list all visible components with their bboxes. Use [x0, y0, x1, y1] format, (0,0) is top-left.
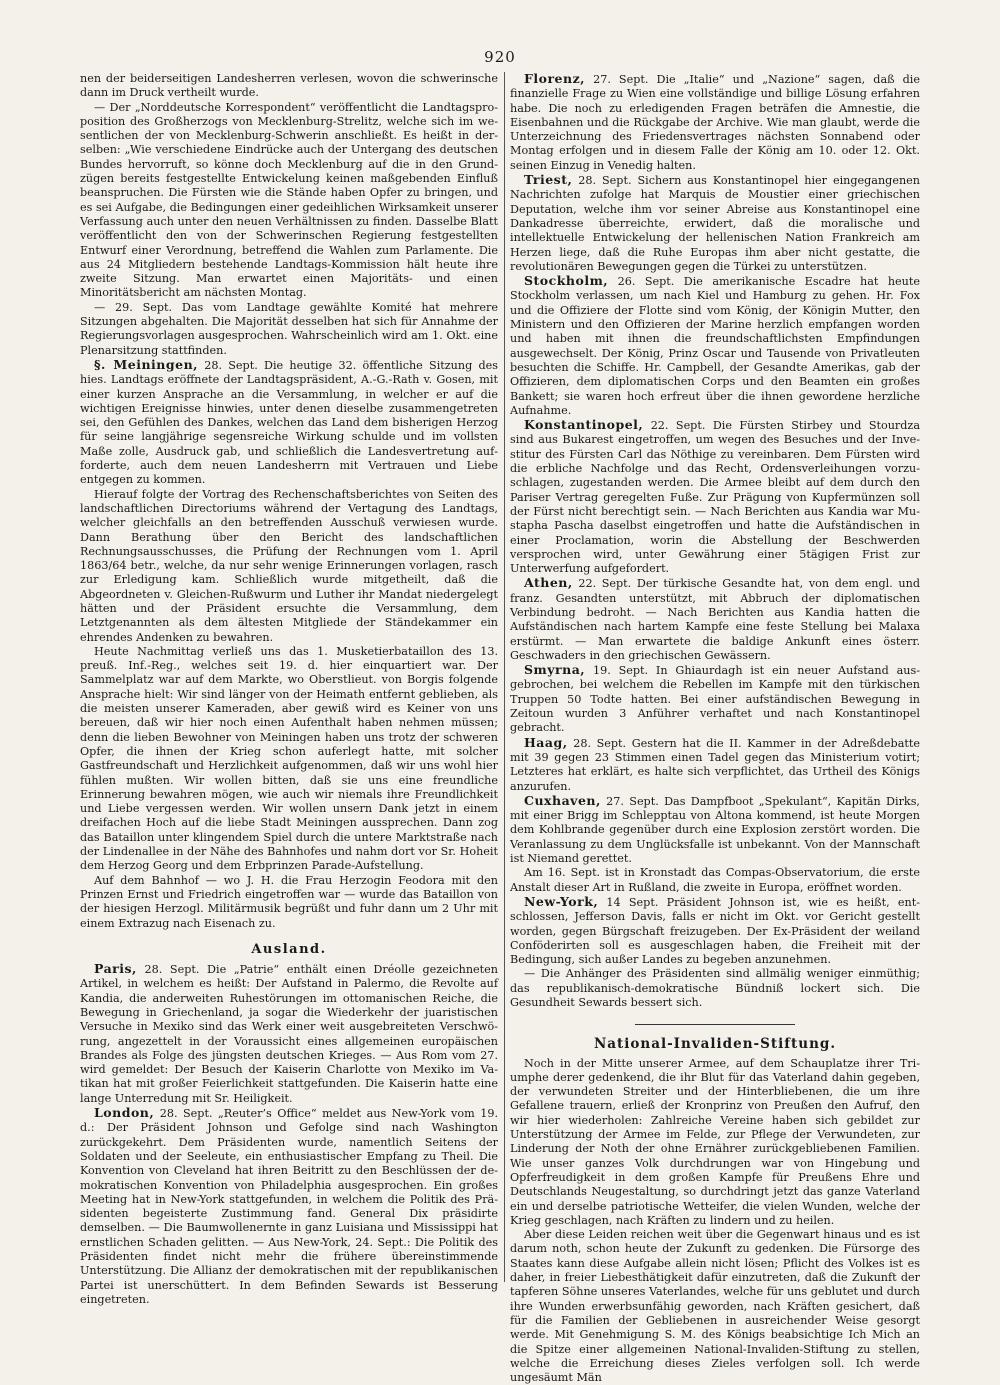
paragraph-text: 28. Sept. Sichern aus Konstantinopel hier eingegangenen Nachrichten zufolge hat Marquis de Moustier einer griechischen Deputation, welche ihm vor seiner Abreise aus Konstantinopel eine Dankadresse überreichte, erwidert, daß die moralische und intellektuelle Entwickelung der hellenischen Nation Frankreich am Herzen liege, daß die Ruhe Europas ihm aber nicht gestatte, die revolutionären Bewegungen gegen die Türkei zu unterstützen. [510, 174, 920, 273]
article-london [80, 1106, 498, 1307]
column-divider [504, 72, 505, 1282]
dateline-place: Paris, [94, 961, 137, 977]
paragraph-text: Heute Nachmittag verließ uns das 1. Musketierbataillon des 13. preuß. Inf.-Reg., welches seit 19. d. hier einquartiert war. Der Sammelplatz war auf dem Markte, wo Oberstlieut. von Borgis folgende Ansprache hielt: Wir sind länger von der Heimath entfernt geblieben, als die meisten unserer Kameraden, aber gewiß wird es Keiner von uns bereuen, daß wir hier noch einen Aufenthalt haben nehmen müssen; denn die lieben Bewohner von Meiningen haben uns trotz der schweren Opfer, die ihnen der Krieg schon auferlegt hatte, mit solcher Gastfreundschaft und Herzlichkeit aufgenommen, daß wir uns wohl hier fühlen mußten. Wir wollen bitten, daß sie uns eine freundliche Erinnerung bewahren mögen, wie auch wir niemals ihre Freundlichkeit und Liebe vergessen werden. Wir wollen unsern Dank jetzt in einem dreifachen Hoch auf die liebe Stadt Meiningen aussprechen. Dann zog das Bataillon unter klingendem Spiel durch die untere Marktstraße nach der Lindenallee in der Nähe des Bahnhofes und nahm dort vor Sr. Hoheit dem Herzog Georg und dem Erbprinzen Parade-Aufstellung. [80, 644, 498, 873]
paragraph [80, 874, 498, 931]
paragraph [510, 1228, 920, 1385]
paragraph [80, 72, 498, 101]
article-haag [510, 736, 920, 794]
section-heading-ausland: Ausland. [251, 941, 327, 957]
paragraph-text: Auf dem Bahnhof — wo J. H. die Frau Herzogin Feodora mit den Prinzen Ernst und Friedrich eingetroffen war — wurde das Bataillon von der hiesigen Herzogl. Militärmusik begrüßt und fuhr dann um 2 Uhr mit einem Extrazug nach Eisenach zu. [80, 873, 498, 930]
article-stockholm [510, 274, 920, 418]
dateline-place: Athen, [524, 575, 573, 591]
paragraph-text: 26. Sept. Die amerikanische Escadre hat heute Stockholm verlassen, um nach Kiel und Hamburg zu gehen. Hr. Fox und die Offiziere der Flotte sind vom König, der Königin Mutter, den Ministern und den Offizieren der Marine herzlich empfangen worden und haben mit ihnen die freundschaftlichsten Empfindungen ausgewechselt. Der König, Prinz Oscar und Tausende von Privatleuten besuchten die Schiffe. Hr. Campbell, der Gesandte Amerikas, gab der Offizieren, dem diplomatischen Corps und den Beamten ein großes Bankett; sie waren hoch erfreut über die ihnen gewordene herzliche Aufnahme. [510, 275, 920, 417]
paragraph-text: 28. Sept. Gestern hat die II. Kammer in der Adreßdebatte mit 39 gegen 23 Stimmen einen Tadel gegen das Ministerium votirt; Letzteres hat erklärt, es halte sich verpflichtet, das Urtheil des Königs anzurufen. [510, 736, 920, 793]
paragraph-text: — Die Anhänger des Präsidenten sind allmälig weniger einmüthig; das republikanisch-demokratische Bündniß lockert sich. Die Gesundheit Sewards bessert sich. [510, 967, 920, 1009]
paragraph-text: Noch in der Mitte unserer Armee, auf dem Schauplatze ihrer Triumphe derer gedenkend, die ihr Blut für das Vaterland dahin gegeben, der verwundeten Streiter und der Hinterbliebenen, die um ihre Gefallene trauern, erließ der Kronprinz von Preußen den Aufruf, den wir hier wiederholen: Zahlreiche Vereine haben sich gebildet zur Unterstützung der Armee im Felde, zur Pflege der Verwundeten, zur Linderung der Noth der ohne Ernährer zurückgebliebenen Familien. Wie unser ganzes Volk durchdrungen war von Hingebung und Opferfreudigkeit in dem großen Kampfe für Preußens Ehre und Deutschlands Neugestaltung, so durchdringt jetzt das ganze Vaterland ein und derselbe patriotische Wetteifer, die vielen Wunden, welche der Krieg geschlagen, nach Kräften zu lindern und zu heilen. [510, 1056, 920, 1227]
paragraph-text: — 29. Sept. Das vom Landtage gewählte Komité hat mehrere Sitzungen abgehalten. Die Majorität desselben hat sich für Annahme der Regierungsvorlagen ausgesprochen. Wahrscheinlich wird am 1. Okt. eine Plenarsitzung stattfinden. [80, 300, 498, 357]
paragraph-text: 22. Sept. Die Fürsten Stirbey und Stourdza sind aus Bukarest eingetroffen, um wegen des Besuches und der Investitur des Fürsten Carl das Nöthige zu vereinbaren. Dem Fürsten wird die erbliche Nachfolge und das Recht, Ordensverleihungen vorzuschlagen, zugestanden werden. Die Armee bleibt auf dem durch den Pariser Vertrag geregelten Fuße. Zur Prägung von Kupfermünzen soll der Fürst nicht berechtigt sein. — Nach Berichten aus Kandia war Mustapha Pascha daselbst eingetroffen und hatte die Aufständischen in einer Proclamation, worin die Abstellung der Beschwerden versprochen wird, unter Gewährung einer 5tägigen Frist zur Unterwerfung aufgefordert. [510, 419, 920, 576]
dateline-place: London, [94, 1105, 155, 1121]
paragraph [80, 101, 498, 301]
paragraph-text: 27. Sept. Die „Italie“ und „Nazione“ sagen, daß die finanzielle Frage zu Wien eine vollständige und billige Lösung erfahren habe. Die noch zu erledigenden Fragen beträfen die Amnestie, die Eisenbahnen und die Rückgabe der Archive. Wie man glaubt, werde die Unterzeichnung des Friedensvertrages nächsten Sonnabend oder Montag erfolgen und in diesem Falle der König am 10. oder 12. Okt. seinen Einzug in Venedig halten. [510, 73, 920, 172]
left-column [80, 72, 498, 1332]
right-column [510, 71, 920, 1385]
dateline-place: Smyrna, [524, 662, 586, 678]
paragraph-text: 28. Sept. Die heutige 32. öffentliche Sitzung des hies. Landtags eröffnete der Landtagspräsident, A.-G.-Rath v. Gosen, mit einer kurzen Ansprache an die Versammlung, in welcher er auf die wichtigen Ereignisse hinwies, unter denen dieselbe zusammengetreten sei, den Gefühlen des Dankes, welchen das Land dem bisherigen Herzog für seine langjährige segensreiche Wirkung schulde und im vollsten Maße zolle, Ausdruck gab, und schließlich die Landesvertretung aufforderte, auch dem neuen Landesherrn mit Vertrauen und Liebe entgegen zu kommen. [80, 358, 498, 487]
paragraph-text: — Der „Norddeutsche Korrespondent“ veröffentlicht die Landtagsproposition des Großherzogs von Mecklenburg-Strelitz, welche sich im wesentlichen der von Mecklenburg-Schwerin anschließt. Es heißt in derselben: „Wie verschiedene Eindrücke auch der Untergang des deutschen Bundes hervorruft, so könne doch Mecklenburg auf die in den Grundzügen bereits festgestellte Entwickelung keinen maßgebenden Einfluß beanspruchen. Die Fürsten wie die Stände haben Opfer zu bringen, und es sei Aufgabe, die Bedingungen einer gedeihlichen Wirksamkeit unserer Verfassung auch unter den neuen Verhältnissen zu finden. Dasselbe Blatt veröffentlicht den von der Schwerinschen Regierung festgestellten Entwurf einer Verordnung, betreffend die Wahlen zum Parlamente. Die aus 24 Mitgliedern bestehende Landtags-Kommission hält heute ihre zweite Sitzung. Man erwartet einen Majoritäts- und einen Minoritätsbericht am nächsten Montag. [80, 100, 498, 300]
paragraph-text: 27. Sept. Das Dampfboot „Spekulant“, Kapitän Dirks, mit einer Brigg im Schlepptau von Altona kommend, ist heute Morgen dem Kohlbrande gegenüber durch eine Explosion zerstört worden. Die Veranlassung zu dem Unglücksfalle ist unbekannt. Von der Mannschaft ist Niemand gerettet. [510, 794, 920, 866]
paragraph-text: 28. Sept. „Reuter’s Office“ meldet aus New-York vom 19. d.: Der Präsident Johnson und Gefolge sind nach Washington zurückgekehrt. Dem Präsidenten wurde, namentlich Seitens der Soldaten und der Seeleute, ein enthusiastischer Empfang zu Theil. Die Konvention von Cleveland hat ihren Beitritt zu den Beschlüssen der demokratischen Konvention von Philadelphia ausgesprochen. Ein großes Meeting hat in New-York stattgefunden, in welchem die Politik des Präsidenten begeisterte Zustimmung fand. General Dix präsidirte demselben. — Die Baumwollenernte in ganz Luisiana und Mississippi hat ernstlichen Schaden gelitten. — Aus New-York, 24. Sept.: Die Politik des Präsidenten findet nicht mehr die frühere übereinstimmende Unterstützung. Die Allianz der demokratischen mit der republikanischen Partei ist unerschüttert. In dem Befinden Sewards ist Besserung eingetreten. [80, 1107, 498, 1306]
article-konstantinopel [510, 418, 920, 576]
paragraph [510, 866, 920, 895]
article-meiningen [80, 358, 498, 488]
dateline-place: Konstantinopel, [524, 417, 644, 433]
paragraph-text: Am 16. Sept. ist in Kronstadt das Compas-Observatorium, die erste Anstalt dieser Art in Rußland, die zweite in Europa, eröffnet worden. [510, 866, 920, 894]
paragraph [80, 488, 498, 645]
dateline-place: §. Meiningen, [94, 356, 199, 372]
dateline-place: New-York, [524, 893, 599, 909]
article-florenz [510, 72, 920, 173]
article-smyrna [510, 663, 920, 735]
dateline-place: Cuxhaven, [524, 792, 601, 808]
paragraph-text: 14 Sept. Präsident Johnson ist, wie es heißt, entschlossen, Jefferson Davis, falls er nicht im Okt. vor Gericht gestellt worden, gegen Bürgschaft freizugeben. Der Ex-Präsident der weiland Conföderirten soll es ausgeschlagen haben, die Freiheit mit der Bedingung, sich außer Landes zu begeben anzunehmen. [510, 895, 920, 967]
article-paris [80, 962, 498, 1106]
paragraph [510, 1057, 920, 1229]
paragraph-text: 28. Sept. Die „Patrie“ enthält einen Dréolle gezeichneten Artikel, in welchem es heißt: Der Aufstand in Palermo, die Revolte auf Kandia, die anderweiten Ruhestörungen im ottomanischen Reiche, die Bewegung in Griechenland, ja sogar die Wiederkehr der juaristischen Versuche in Mexiko sind das Werk einer weit ausgebreiteten Verschwörung, angezettelt in der Voraussicht eines allgemeinen europäischen Brandes als Folge des jüngsten deutschen Krieges. — Aus Rom vom 27. wird gemeldet: Der Besuch der Kaiserin Charlotte von Mexiko im Vatikan hat mit großer Feierlichkeit stattgefunden. Die Kaiserin hatte eine lange Unterredung mit Sr. Heiligkeit. [80, 963, 498, 1105]
article-new-york [510, 895, 920, 967]
article-cuxhaven [510, 794, 920, 866]
dateline-place: Stockholm, [524, 273, 609, 289]
dateline-place: Triest, [524, 172, 573, 188]
paragraph-text: nen der beiderseitigen Landesherren verlesen, wovon die schwerinsche dann im Druck vertheilt wurde. [80, 72, 498, 100]
page-number: 920 [484, 48, 516, 66]
paragraph-text: Hierauf folgte der Vortrag des Rechenschaftsberichtes von Seiten des landschaftlichen Directoriums während der Vertagung des Landtags, welcher gleichfalls an den betreffenden Ausschuß verwiesen wurde. Dann Berathung über den Bericht des landschaftlichen Rechnungsausschusses, die Prüfung der Rechnungen vom 1. April 1863/64 betr., welche, da nur sehr wenige Erinnerungen vorlagen, rasch zur Erledigung kam. Schließlich wurde mitgetheilt, daß die Abgeordneten v. Gleichen-Rußwurm und Luther ihr Mandat niedergelegt hätten und der Präsident ersuchte die Versammlung, dem Letztgenannten als dem ältesten Mitgliede der Ständekammer ein ehrendes Andenken zu bewahren. [80, 487, 498, 644]
paragraph-text: Aber diese Leiden reichen weit über die Gegenwart hinaus und es ist darum noth, schon heute der Zukunft zu gedenken. Die Fürsorge des Staates kann diese Aufgabe allein nicht lösen; Pflicht des Volkes ist es daher, in freier Liebesthätigkeit dafür einzutreten, daß die Zukunft der tapferen Söhne unseres Vaterlandes, welche für uns geblutet und durch ihre Wunden erwerbsunfähig geworden, nach Kräften gesichert, daß für die Familien der Gebliebenen in ausreichender Weise gesorgt werde. Mit Genehmigung S. M. des Königs beabsichtige Ich Mich an die Spitze einer allgemeinen National-Invaliden-Stiftung zu stellen, welche die Erreichung dieses Zieles verfolgen soll. Ich werde ungesäumt Män [510, 1228, 920, 1385]
article-triest [510, 173, 920, 274]
dateline-place: Haag, [524, 734, 568, 750]
section-divider [635, 1024, 795, 1025]
paragraph-text: 22. Sept. Der türkische Gesandte hat, von dem engl. und franz. Gesandten unterstützt, mit Abbruch der diplomatischen Verbindung bedroht. — Nach Berichten aus Kandia hatten die Aufständischen nach hartem Kampfe eine feste Stellung bei Malaxa erstürmt. — Man erwartete die baldige Ankunft eines österr. Geschwaders in den griechischen Gewässern. [510, 577, 920, 662]
paragraph-text: 19. Sept. In Ghiaurdagh ist ein neuer Aufstand ausgebrochen, bei welchem die Rebellen im Kampfe mit den türkischen Truppen 50 Todte hatten. Bei einer aufständischen Bewegung in Zeitoun wurden 3 Anführer verhaftet und nach Konstantinopel gebracht. [510, 664, 920, 735]
paragraph [510, 967, 920, 1010]
article-athen [510, 576, 920, 663]
paragraph [80, 301, 498, 358]
paragraph [80, 645, 498, 874]
dateline-place: Florenz, [524, 71, 586, 86]
section-heading-stiftung: National-Invaliden-Stiftung. [593, 1036, 837, 1053]
